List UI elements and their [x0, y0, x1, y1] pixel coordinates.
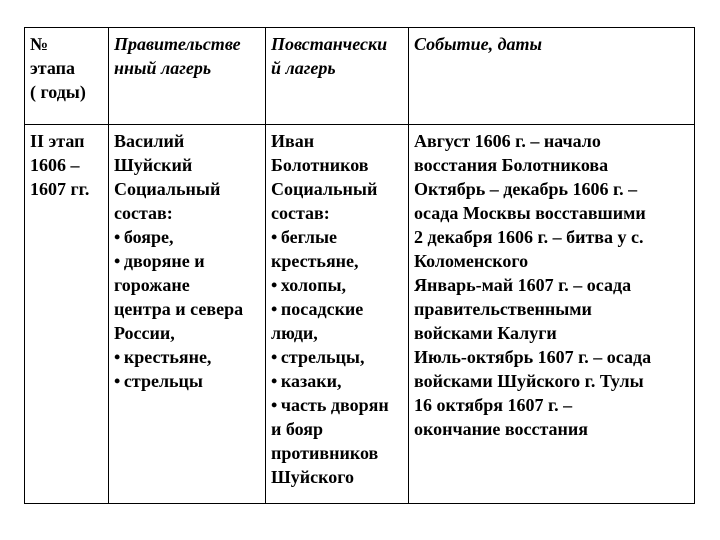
event-line-item: осада Москвы восставшими [414, 203, 646, 223]
gov-composition-line-1: Социальный [114, 179, 221, 199]
gov-composition-line-2: состав: [114, 203, 173, 223]
header-government-line-1: Правительстве [114, 34, 241, 54]
reb-composition-item: • казаки, [271, 369, 405, 393]
stage-line-3: 1607 гг. [30, 179, 90, 199]
reb-composition-item: и бояр [271, 419, 324, 439]
event-line-item: войсками Шуйского г. Тулы [414, 371, 644, 391]
reb-composition-item: • стрельцы, [271, 345, 405, 369]
event-line-item: правительственными [414, 299, 592, 319]
event-line-item: войсками Калуги [414, 323, 557, 343]
gov-composition-item: горожане [114, 275, 190, 295]
reb-composition-item: люди, [271, 323, 318, 343]
event-line-item: Август 1606 г. – начало [414, 131, 601, 151]
header-rebels-line-1: Повстанчески [271, 34, 388, 54]
reb-composition-line-1: Социальный [271, 179, 378, 199]
reb-composition-item: • посадские [271, 297, 405, 321]
reb-composition-item: противников [271, 443, 379, 463]
event-line-item: Октябрь – декабрь 1606 г. – [414, 179, 638, 199]
cell-events [409, 125, 695, 504]
event-line-item: восстания Болотникова [414, 155, 609, 175]
gov-composition-item: России, [114, 323, 175, 343]
stage-line-2: 1606 – [30, 155, 80, 175]
event-line-item: Коломенского [414, 251, 529, 271]
reb-leader-line-2: Болотников [271, 155, 369, 175]
gov-composition-item: • дворяне и [114, 249, 262, 273]
reb-leader-line-1: Иван [271, 131, 315, 151]
gov-leader-line-1: Василий [114, 131, 185, 151]
header-events-line-1: Событие, даты [414, 34, 543, 54]
gov-composition-list [114, 225, 262, 393]
reb-composition-item: крестьяне, [271, 251, 359, 271]
events-list [414, 129, 691, 441]
reb-composition-line-2: состав: [271, 203, 330, 223]
cell-rebels [266, 125, 409, 504]
header-stage [25, 28, 109, 125]
header-stage-line-1: № [30, 34, 49, 54]
gov-composition-item: • крестьяне, [114, 345, 262, 369]
gov-composition-item: центра и севера [114, 299, 244, 319]
header-events [409, 28, 695, 125]
reb-composition-item: • холопы, [271, 273, 405, 297]
gov-composition-item: • стрельцы [114, 369, 262, 393]
gov-composition-item: • бояре, [114, 225, 262, 249]
reb-composition-item: Шуйского [271, 467, 354, 487]
cell-stage [25, 125, 109, 504]
header-stage-line-3: ( годы) [30, 82, 86, 102]
table-header-row [25, 28, 695, 125]
history-table [24, 27, 695, 504]
header-government [109, 28, 266, 125]
table-row [25, 125, 695, 504]
event-line-item: окончание восстания [414, 419, 589, 439]
event-line-item: Январь-май 1607 г. – осада [414, 275, 632, 295]
cell-government [109, 125, 266, 504]
header-rebels-line-2: й лагерь [271, 58, 336, 78]
event-line-item: 16 октября 1607 г. – [414, 395, 573, 415]
header-rebels [266, 28, 409, 125]
reb-composition-item: • беглые [271, 225, 405, 249]
event-line-item: 2 декабря 1606 г. – битва у с. [414, 227, 644, 247]
reb-composition-item: • часть дворян [271, 393, 405, 417]
header-stage-line-2: этапа [30, 58, 75, 78]
reb-composition-list [271, 225, 405, 489]
event-line-item: Июль-октябрь 1607 г. – осада [414, 347, 652, 367]
stage-line-1: II этап [30, 131, 85, 151]
gov-leader-line-2: Шуйский [114, 155, 193, 175]
header-government-line-2: нный лагерь [114, 58, 212, 78]
